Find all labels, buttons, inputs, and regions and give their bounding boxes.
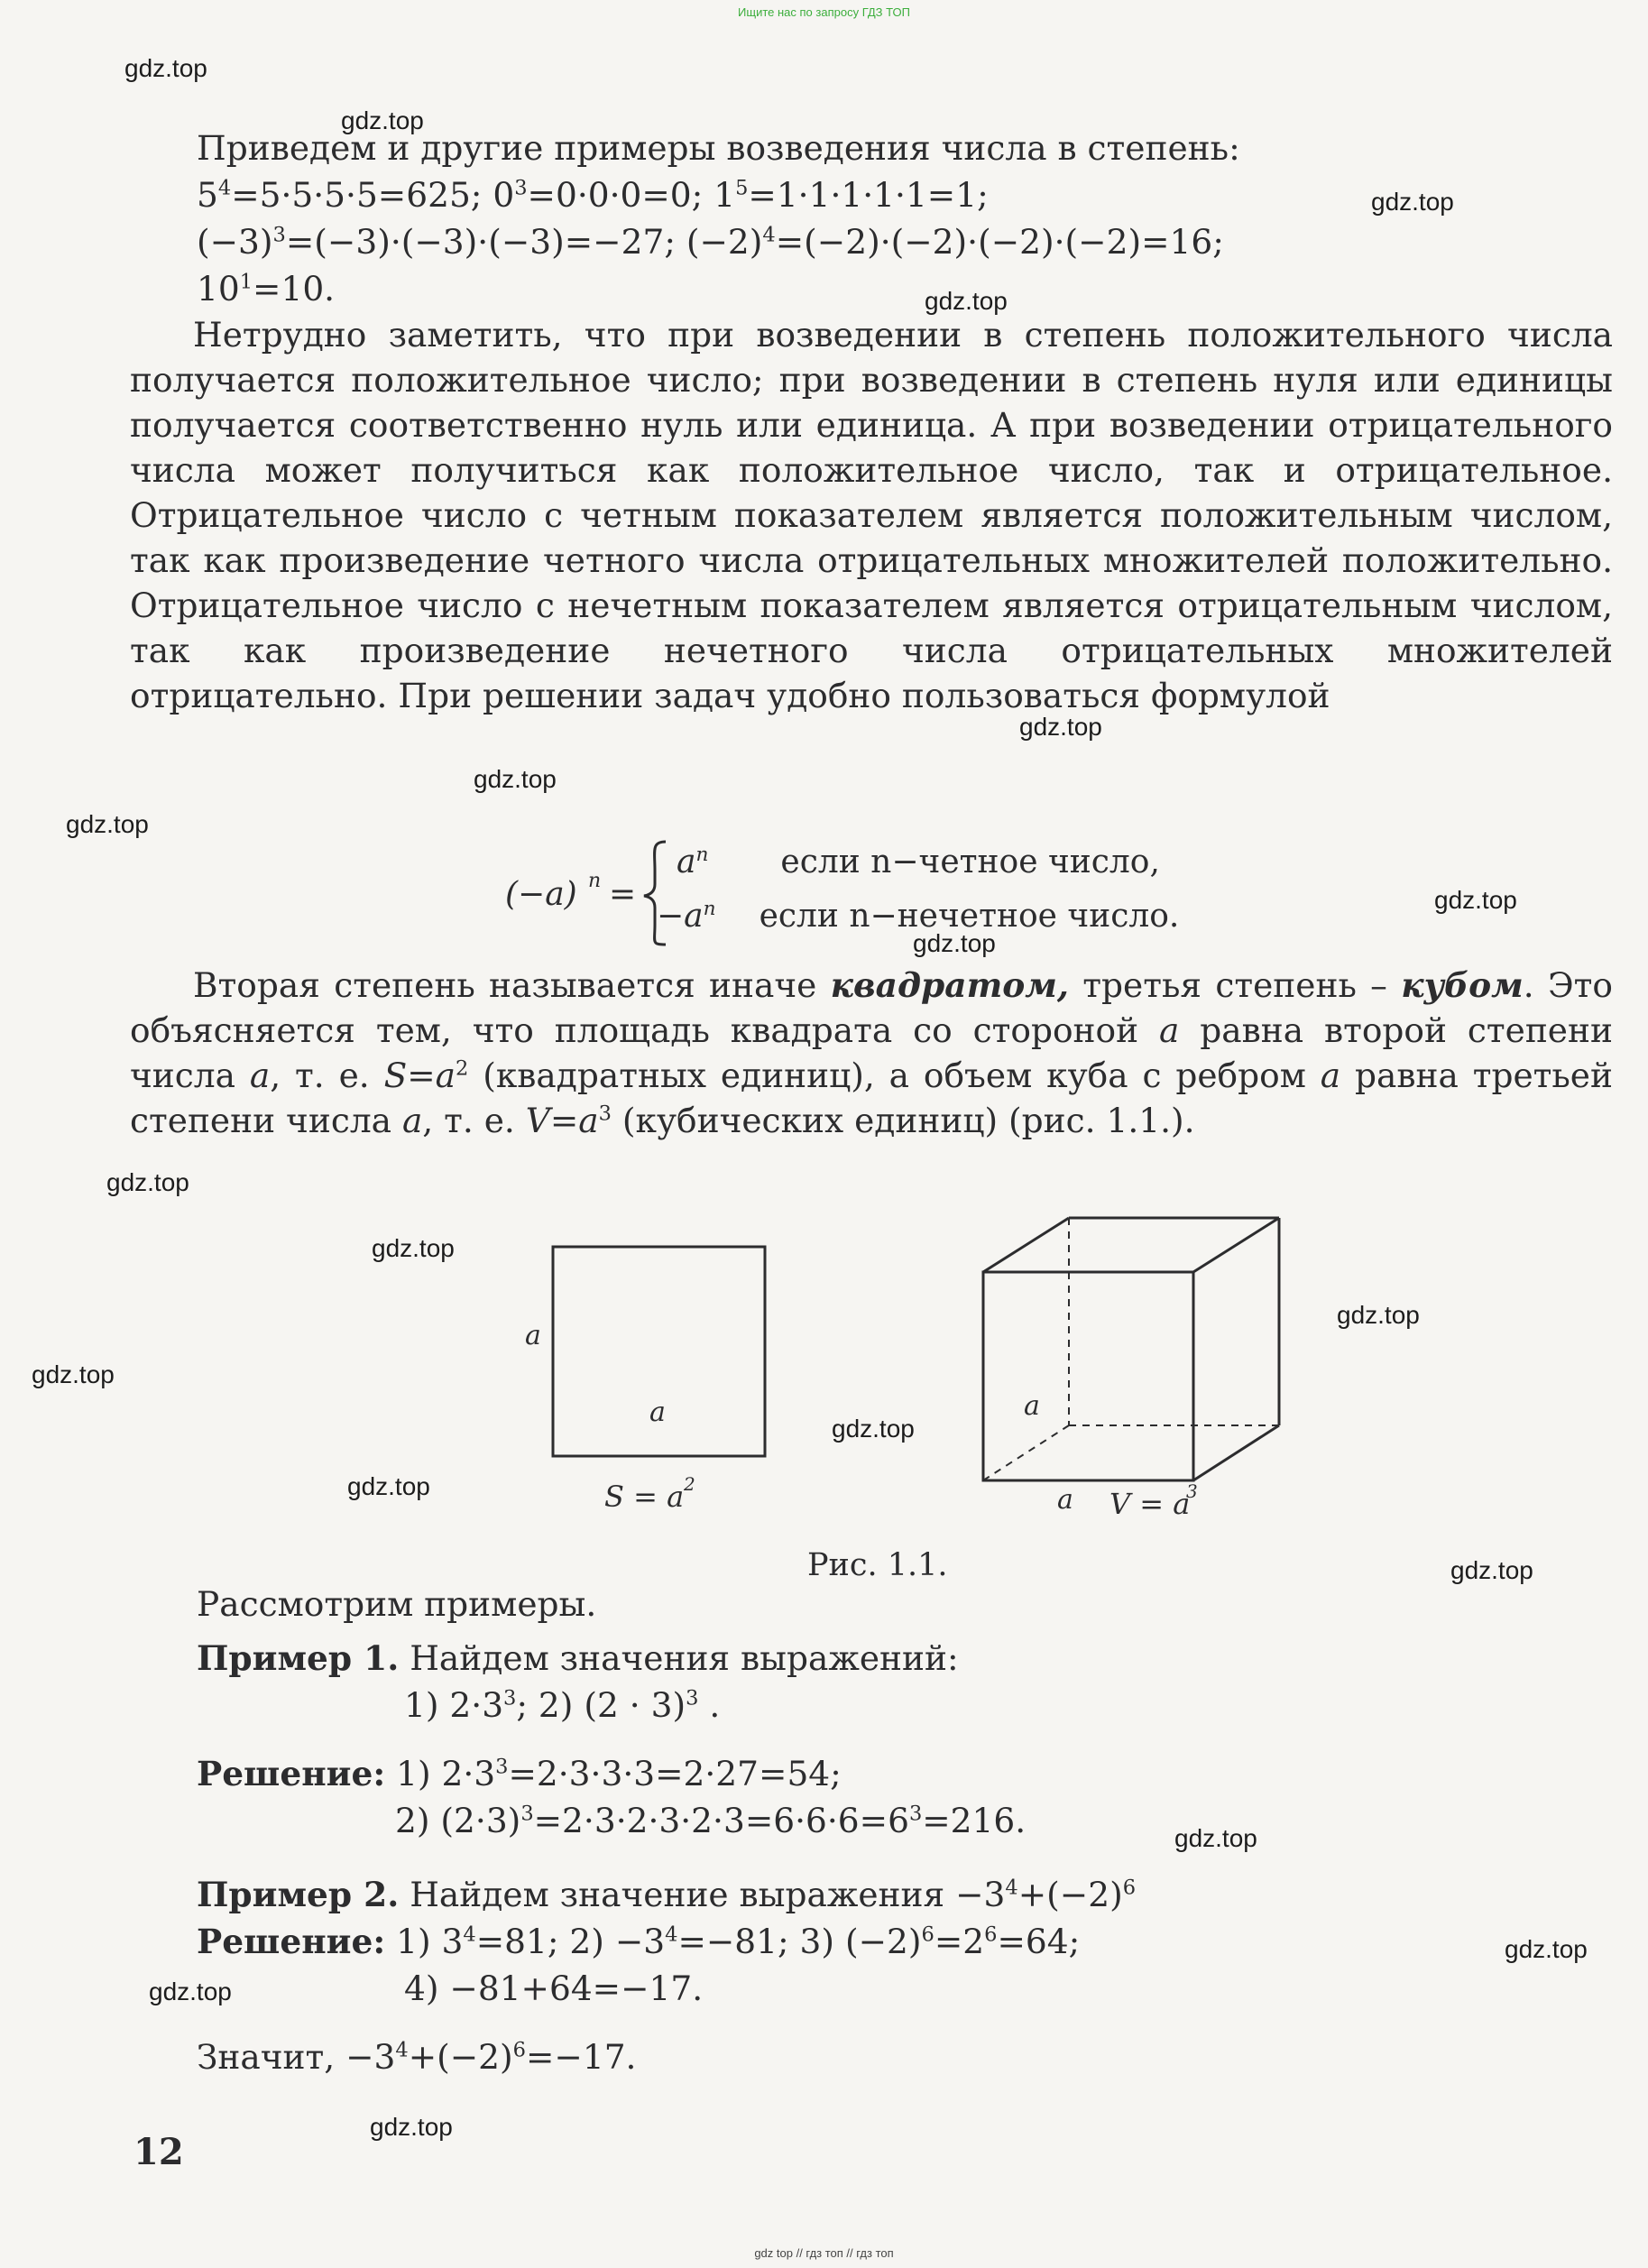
math-line: $10^1=10$. [197,269,336,309]
watermark: gdz.top [925,287,1008,315]
cube-shape [983,1218,1279,1480]
example-1-expr: 1) $2\cdot 3^3$; 2) $(2 \cdot 3)^3$ . [404,1685,721,1725]
solution-1-line-2: 2) $(2\cdot 3)^3=2\cdot 3\cdot 2\cdot 3\cdot 2\cdot 3=6\cdot 6\cdot 6=6^3=216$. [395,1801,1027,1840]
math-line: $(-3)^3=(-3)\cdot(-3)\cdot(-3)=-27$; $(-2)^4=(-2)\cdot(-2)\cdot(-2)\cdot(-2)=16$; [197,222,1224,262]
solution-2-line-2: 4) −81+64=−17. [404,1968,704,2008]
watermark: gdz.top [32,1360,115,1388]
solution-2-line-1: Решение: 1) $3^4=81$; $2) -3^4=-81$; 3) $(-2)^6=2^6=64$; [197,1922,1081,1961]
square-formula-exp: 2 [684,1473,695,1495]
watermark: gdz.top [347,1472,430,1500]
watermark: gdz.top [1337,1301,1420,1329]
watermark: gdz.top [124,54,207,82]
watermark: gdz.top [66,810,149,838]
paragraph: Нетрудно заметить, что при возведении в степень положительного числа получается положительное число; при возведении в степень нуля или единицы получается соответственно нуль или единица. А при возведении отрицательного числа может получиться как положительное число, так и отрицательное. Отрицательное число с четным показателем является положительным числом, так как произведение четного числа отрицательных множителей положительно. Отрицательное число с нечетным показателем является отрицательным числом, так как произведение нечетного числа отрицательных множителей отрицательно. При решении задач удобно пользоваться формулой [130,315,1613,715]
watermark: gdz.top [1174,1824,1257,1852]
piecewise-formula [505,834,1317,952]
paragraph: Вторая степень называется иначе квадратом, третья степень – кубом. Это объясняется тем, что площадь квадрата со стороной a равна второй степени числа a, т. е. $S=a^2$ (квадратных единиц), а объем куба с ребром a равна третьей степени числа a, т. е. $V=a^3$ (кубических единиц) (рис. 1.1.). [130,965,1613,1140]
figure-square-cube [487,1200,1299,1561]
watermark: gdz.top [341,106,424,134]
square-formula: S = a [604,1480,685,1514]
math-line: $5^4=5\cdot 5\cdot 5\cdot 5=625$; $0^3=0\cdot 0\cdot 0=0$; $1^5=1\cdot 1\cdot 1\cdot 1\cdot 1=1$; [197,175,989,215]
page-number: 12 [133,2131,184,2173]
watermark: gdz.top [372,1234,455,1262]
solution-1-line-1: Решение: 1) $2\cdot 3^3=2\cdot 3\cdot 3\cdot 3=2\cdot 27=54$; [197,1754,842,1793]
watermark: gdz.top [1505,1935,1588,1963]
square-side-label: a [525,1320,541,1351]
examples-intro: Рассмотрим примеры. [197,1584,597,1624]
square-bottom-label: a [649,1397,666,1428]
page-content [130,124,1613,718]
bottom-banner[interactable]: gdz top // гдз топ // гдз топ [754,2246,894,2260]
cube-formula: V = a [1109,1487,1191,1521]
watermark: gdz.top [832,1415,915,1443]
formula-case-1: $a^n$ если n−четное число, [677,844,1160,880]
figure-caption: Рис. 1.1. [807,1547,948,1583]
cube-bottom-label: a [1057,1484,1073,1516]
watermark: gdz.top [149,1978,232,2005]
watermark: gdz.top [1434,886,1517,914]
conclusion: Значит, $-3^4+(-2)^6=-17$. [197,2037,637,2077]
watermark: gdz.top [106,1168,189,1196]
formula-lhs-exp: n [588,870,602,892]
watermark: gdz.top [913,929,996,957]
watermark: gdz.top [474,765,557,793]
formula-case-2: $-a^n$ если n−нечетное число. [657,898,1180,935]
top-banner[interactable]: Ищите нас по запросу ГДЗ ТОП [738,5,910,19]
watermark: gdz.top [1019,713,1102,741]
example-1: Пример 1. Найдем значения выражений: [197,1638,959,1678]
example-2: Пример 2. Найдем значение выражения $-3^4+(-2)^6$ [197,1875,1137,1914]
cube-formula-exp: 3 [1186,1480,1198,1502]
text-line: Приведем и другие примеры возведения числа в степень: [197,128,1240,168]
formula-lhs: (−a) [505,876,577,913]
watermark: gdz.top [1450,1556,1533,1584]
cube-edge-label: a [1024,1390,1040,1422]
watermark: gdz.top [370,2113,453,2141]
formula-eq: = [609,876,637,913]
watermark: gdz.top [1371,188,1454,216]
